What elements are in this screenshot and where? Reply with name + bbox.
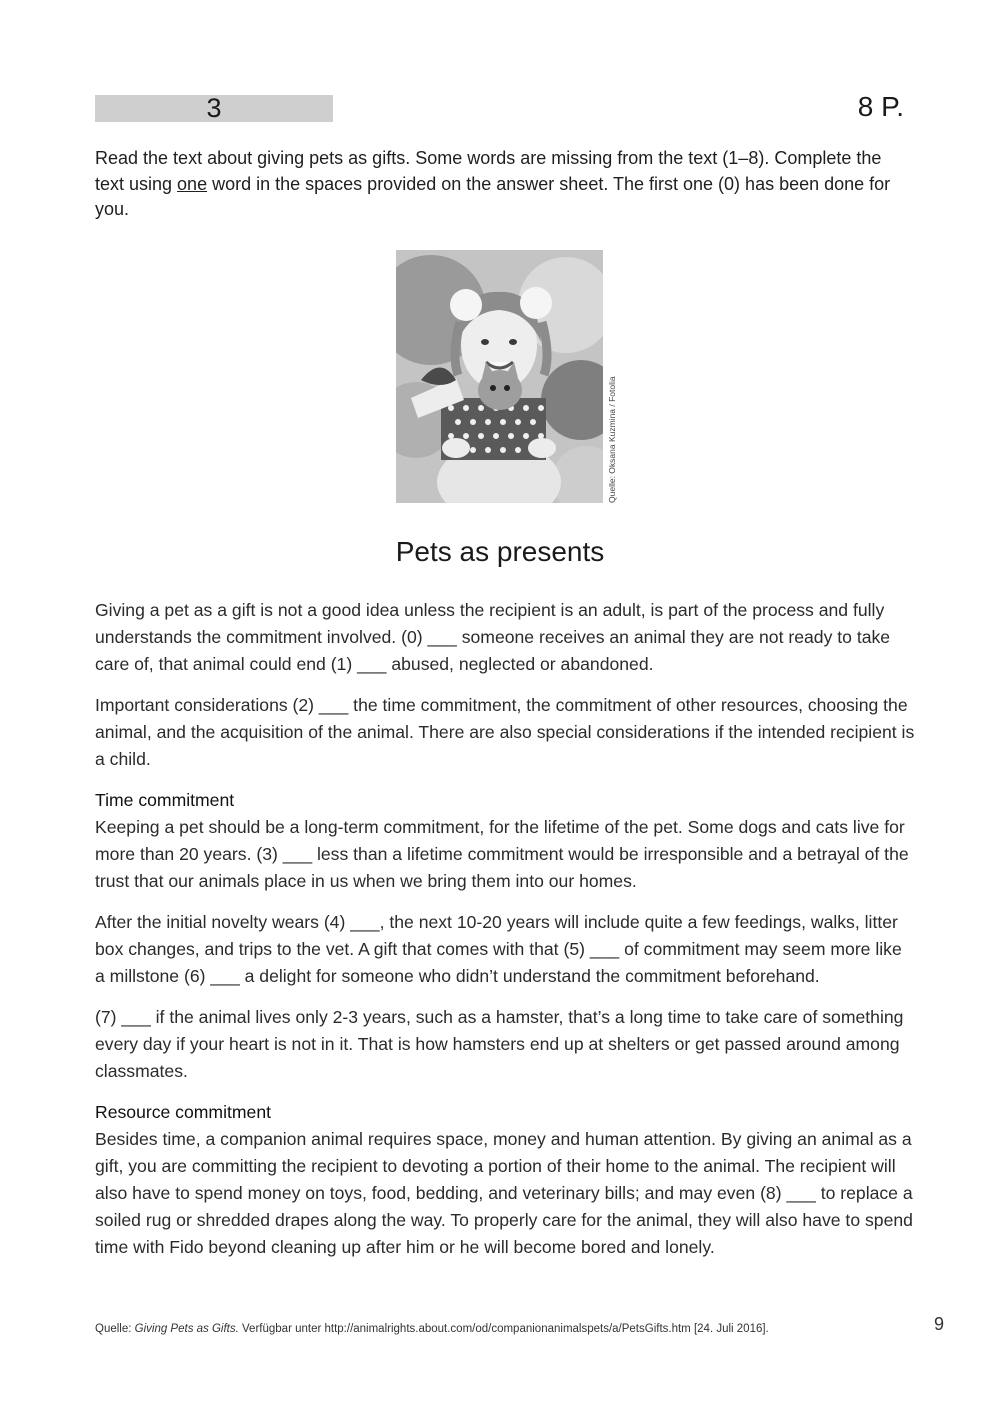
task-number: 3 (206, 93, 222, 123)
resource-commitment-paragraph-1: Besides time, a companion animal requires space, money and human attention. By giving an animal as a gift, you are committing the recipient to devoting a portion of their home to the animal. The recipient will also have to spend money on toys, food, bedding, and veterinary bills; and may even (8) ___ to replace a soiled rug or shredded drapes along the way. To properly care for the animal, they will also have to spend time with Fido beyond cleaning up after him or he will become bored and lonely. (95, 1129, 913, 1257)
source-prefix: Quelle: (95, 1323, 135, 1335)
article-body (95, 597, 915, 1261)
article-paragraph-2: Important considerations (2) ___ the time commitment, the commitment of other resources, choosing the animal, and the acquisition of the animal. There are also special considerations if the intended recipient is a child. (95, 695, 915, 769)
source-rest: Verfügbar unter http://animalrights.about.com/od/companionanimalspets/a/PetsGifts.htm [24. Juli 2016]. (238, 1323, 769, 1335)
girl-with-kitten-gift-photo (396, 250, 603, 503)
article-paragraph-1: Giving a pet as a gift is not a good idea unless the recipient is an adult, is part of the process and fully understands the commitment involved. (0) ___ someone receives an animal they are not ready to take care of, that animal could end (1) ___ abused, neglected or abandoned. (95, 600, 891, 674)
task-points: 8 P. (857, 91, 904, 122)
source-citation (95, 1321, 915, 1337)
instructions-underlined-word: one (177, 173, 208, 194)
photo-illustration (396, 250, 603, 503)
time-commitment-paragraph-3: (7) ___ if the animal lives only 2-3 years, such as a hamster, that’s a long time to take care of something every day if your heart is not in it. That is how hamsters end up at shelters or get passed around among classmates. (95, 1007, 904, 1081)
task-number-bar (95, 95, 333, 122)
instructions-part2: word in the spaces provided on the answer sheet. The first one (0) has been done for you. (95, 173, 891, 219)
section-heading-time-commitment: Time commitment (95, 790, 235, 810)
source-title: Giving Pets as Gifts. (134, 1323, 239, 1335)
photo-credit: Quelle: Oksana Kuzmina / Fotolia (607, 376, 617, 503)
article-title: Pets as presents (395, 536, 605, 567)
page-number: 9 (933, 1314, 944, 1334)
section-heading-resource-commitment: Resource commitment (95, 1102, 271, 1122)
time-commitment-paragraph-2: After the initial novelty wears (4) ___, the next 10-20 years will include quite a few feedings, walks, litter box changes, and trips to the vet. A gift that comes with that (5) ___ of commitment may seem more like a millstone (6) ___ a delight for someone who didn’t understand the commitment beforehand. (95, 912, 902, 986)
instructions (95, 146, 915, 223)
time-commitment-paragraph-1: Keeping a pet should be a long-term commitment, for the lifetime of the pet. Some dogs and cats live for more than 20 years. (3) ___ less than a lifetime commitment would be irresponsible and a betrayal of the trust that our animals place in us when we bring them into our homes. (95, 817, 909, 891)
instructions-part1: Read the text about giving pets as gifts. Some words are missing from the text (1–8). Complete the text using (95, 148, 882, 194)
